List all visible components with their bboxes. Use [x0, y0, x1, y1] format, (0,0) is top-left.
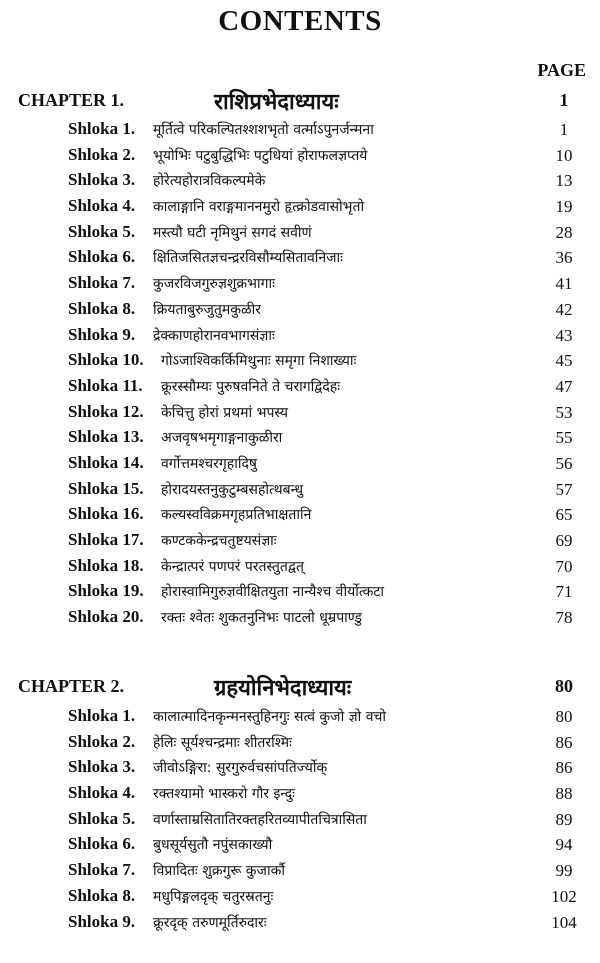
shloka-page-number: 71	[555, 582, 573, 602]
chapter-page-number: 80	[555, 676, 573, 696]
list-item	[68, 730, 584, 756]
shloka-text: कालाङ्गानि वराङ्गमाननमुरो हृत्क्रोडवासोभृतो	[153, 199, 365, 216]
shloka-number: Shloka 5.	[68, 221, 136, 241]
shloka-text: मस्त्यौ घटी नृमिथुनं सगदं सवीणं	[153, 224, 312, 241]
list-item	[68, 554, 584, 580]
shloka-number: Shloka 6.	[68, 834, 136, 854]
shloka-page-number: 42	[555, 299, 573, 319]
list-item	[68, 245, 584, 271]
shloka-page-number: 80	[555, 707, 573, 726]
shloka-number: Shloka 16.	[68, 504, 144, 524]
shloka-page-number: 65	[555, 505, 573, 525]
shloka-text: कल्यस्वविक्रमगृहप्रतिभाक्षतानि	[161, 507, 312, 524]
shloka-text: होरास्वामिगुरुज्ञवीक्षितयुता नान्यैश्च वीर्योत्कटा	[161, 584, 385, 601]
shloka-number: Shloka 11.	[68, 375, 143, 395]
chapter-page-number: 1	[559, 90, 569, 110]
shloka-text: केन्द्रात्परं पणपरं परतस्तुतद्वत्	[161, 558, 304, 575]
chapter-heading	[18, 672, 584, 702]
list-item	[68, 858, 584, 884]
shloka-text: होरादयस्तनुकुटुम्बसहोत्थबन्धु	[161, 481, 304, 498]
list-item	[68, 502, 584, 528]
shloka-page-number: 99	[555, 861, 573, 881]
shloka-number: Shloka 4.	[68, 196, 136, 216]
chapter-label: CHAPTER 1.	[18, 90, 125, 110]
shloka-text: बुधसूर्यसुतौ नपुंसकाख्यौ	[153, 837, 273, 854]
shloka-text: कण्टककेन्द्रचतुष्टयसंज्ञाः	[161, 533, 277, 549]
list-item	[68, 832, 584, 858]
shloka-page-number: 89	[555, 809, 573, 829]
shloka-text: क्रियताबुरुजुतुमकुळीर	[153, 301, 261, 318]
shloka-number: Shloka 18.	[68, 555, 144, 575]
shloka-text: वर्णास्ताम्रसितातिरक्तहरितव्यापीतचित्रासिता	[153, 811, 367, 828]
shloka-number: Shloka 2.	[68, 731, 136, 751]
shloka-number: Shloka 17.	[68, 530, 144, 549]
shloka-number: Shloka 8.	[68, 298, 136, 318]
list-item	[68, 451, 584, 477]
shloka-number: Shloka 14.	[68, 452, 144, 472]
list-item	[68, 807, 584, 833]
list-item	[68, 704, 584, 730]
list-item	[68, 528, 584, 554]
shloka-page-number: 45	[555, 351, 573, 371]
shloka-text: कालात्मादिनकृन्मनस्तुहिनगुः सत्वं कुजो ज्ञो वचो	[153, 709, 386, 725]
list-item	[68, 374, 584, 400]
page-column-header: PAGE	[537, 60, 586, 80]
shloka-page-number: 47	[555, 376, 573, 396]
list-item	[68, 884, 584, 910]
list-item	[68, 605, 584, 631]
shloka-number: Shloka 13.	[68, 427, 144, 447]
shloka-number: Shloka 1.	[68, 119, 136, 138]
shloka-text: रक्तः श्वेतः शुकतनुनिभः पाटलो धूम्रपाण्डु	[161, 610, 362, 627]
shloka-number: Shloka 3.	[68, 757, 136, 777]
shloka-page-number: 86	[555, 758, 573, 778]
shloka-text: केचित्तु होरां प्रथमां भपस्य	[161, 404, 288, 421]
shloka-text: क्षितिजसितज्ञचन्द्ररविसौम्यसितावनिजाः	[153, 250, 343, 267]
shloka-number: Shloka 3.	[68, 170, 136, 190]
shloka-number: Shloka 4.	[68, 783, 136, 803]
list-item	[68, 271, 584, 297]
list-item	[68, 117, 584, 143]
list-item	[68, 910, 584, 936]
shloka-page-number: 56	[555, 453, 573, 473]
shloka-number: Shloka 12.	[68, 401, 144, 421]
shloka-page-number: 57	[555, 479, 573, 499]
list-item	[68, 425, 584, 451]
shloka-number: Shloka 19.	[68, 581, 144, 601]
shloka-text: वर्गोत्तमश्चरगृहादिषु	[161, 455, 257, 472]
shloka-number: Shloka 10.	[68, 350, 144, 370]
shloka-text: द्रेक्काणहोरानवभागसंज्ञाः	[153, 327, 275, 344]
shloka-text: रक्तश्यामो भास्करो गौर इन्दुः	[153, 786, 295, 803]
shloka-page-number: 70	[555, 556, 573, 576]
shloka-list	[68, 704, 584, 935]
list-item	[68, 323, 584, 349]
shloka-page-number: 88	[555, 784, 573, 804]
shloka-page-number: 86	[555, 732, 573, 752]
shloka-number: Shloka 8.	[68, 885, 136, 905]
shloka-page-number: 53	[555, 402, 573, 422]
shloka-number: Shloka 9.	[68, 911, 136, 931]
shloka-text: क्रूरदृक् तरुणमूर्तिरुदारः	[153, 914, 267, 931]
shloka-page-number: 94	[555, 835, 573, 855]
shloka-number: Shloka 20.	[68, 607, 144, 627]
contents-title: CONTENTS	[218, 5, 382, 37]
list-item	[68, 348, 584, 374]
shloka-number: Shloka 2.	[68, 144, 136, 164]
shloka-text: अजवृषभमृगाङ्गनाकुळीरा	[161, 430, 283, 447]
shloka-page-number: 104	[551, 912, 577, 932]
shloka-page-number: 36	[555, 248, 573, 268]
list-item	[68, 143, 584, 169]
list-item	[68, 477, 584, 503]
shloka-number: Shloka 9.	[68, 324, 136, 344]
shloka-page-number: 102	[551, 886, 577, 906]
shloka-text: हेलिः सूर्यश्चन्द्रमाः शीतरश्मिः	[153, 734, 292, 751]
list-item	[68, 400, 584, 426]
shloka-page-number: 55	[555, 428, 573, 448]
list-item	[68, 579, 584, 605]
shloka-list	[68, 117, 584, 631]
shloka-text: विप्रादितः शुक्रगुरू कुजार्कौ	[153, 863, 285, 880]
list-item	[68, 220, 584, 246]
shloka-page-number: 41	[555, 274, 573, 294]
shloka-number: Shloka 15.	[68, 478, 144, 498]
shloka-page-number: 69	[555, 531, 573, 550]
list-item	[68, 781, 584, 807]
chapter-label: CHAPTER 2.	[18, 676, 125, 696]
shloka-text: गोऽजाश्विकर्किमिथुनाः समृगा निशाख्याः	[161, 353, 357, 370]
shloka-page-number: 43	[555, 325, 573, 345]
shloka-text: भूयोभिः पटुबुद्धिभिः पटुधियां होराफलज्ञप्तये	[153, 147, 368, 164]
chapter-title: ग्रहयोनिभेदाध्यायः	[214, 676, 352, 701]
shloka-number: Shloka 7.	[68, 273, 136, 293]
shloka-number: Shloka 1.	[68, 706, 136, 725]
shloka-text: जीवोऽङ्गिरा: सुरगुरुर्वचसांपतिर्ज्योक्	[153, 760, 328, 777]
shloka-page-number: 13	[555, 171, 573, 191]
chapter-title: राशिप्रभेदाध्यायः	[214, 90, 339, 115]
shloka-number: Shloka 7.	[68, 860, 136, 880]
chapter-heading	[18, 86, 584, 116]
shloka-text: मधुपिङ्गलदृक् चतुरस्रतनुः	[153, 888, 274, 905]
shloka-page-number: 1	[559, 120, 569, 139]
shloka-page-number: 19	[555, 197, 573, 217]
shloka-page-number: 28	[555, 222, 573, 242]
list-item	[68, 194, 584, 220]
shloka-text: कुजरविजगुरुज्ञशुक्रभागाः	[153, 276, 275, 293]
list-item	[68, 755, 584, 781]
shloka-page-number: 10	[555, 145, 573, 165]
shloka-page-number: 78	[555, 608, 573, 628]
shloka-text: क्रूरस्सौम्यः पुरुषवनिते ते चरागद्विदेहः	[161, 378, 341, 395]
shloka-number: Shloka 6.	[68, 247, 136, 267]
shloka-text: मूर्तित्वे परिकल्पितश्शशभृतो वर्त्माऽपुनर्जन्मना	[153, 122, 374, 138]
list-item	[68, 168, 584, 194]
shloka-number: Shloka 5.	[68, 808, 136, 828]
shloka-text: होरेत्यहोरात्रविकल्पमेके	[153, 173, 266, 190]
list-item	[68, 297, 584, 323]
